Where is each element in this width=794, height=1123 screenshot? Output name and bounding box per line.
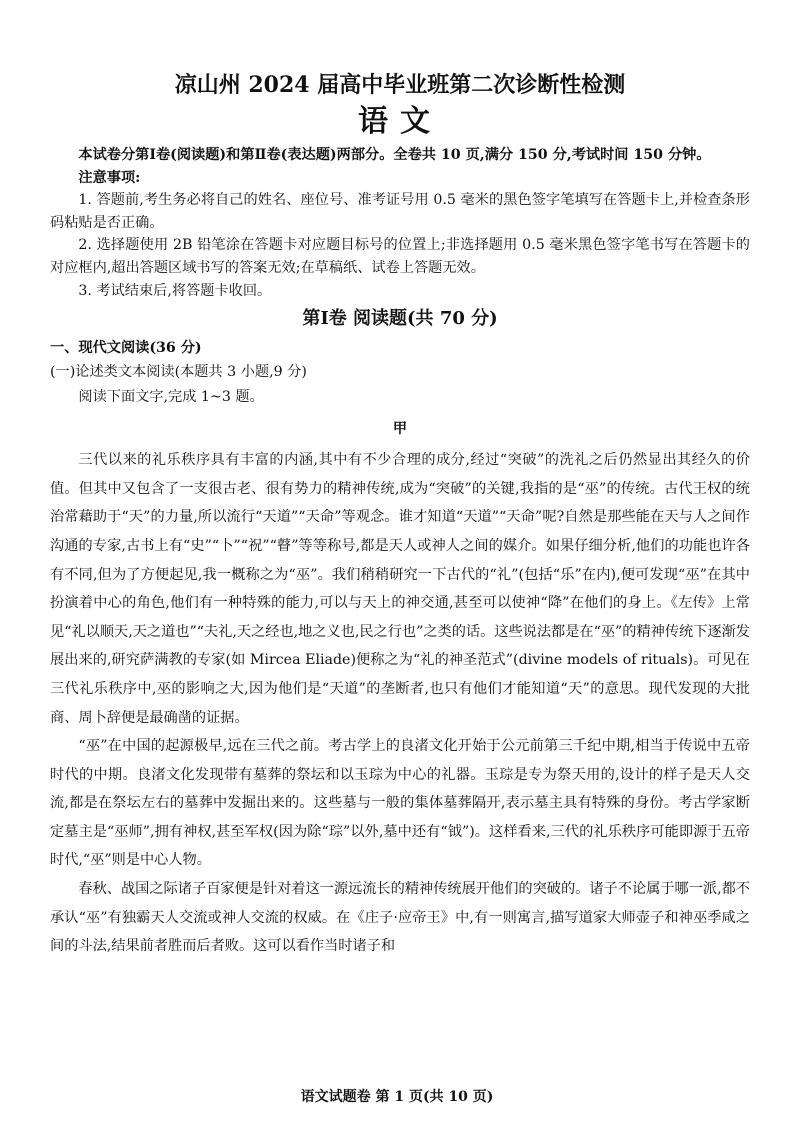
passage-paragraph: 三代以来的礼乐秩序具有丰富的内涵,其中有不少合理的成分,经过“突破”的洗礼之后仍然显出其经久的价值。但其中又包含了一支很古老、很有势力的精神传统,成为“突破”的关键,我指的是“巫”的传统。古代王权的统治常藉助于“天”的力量,所以流行“天道”“天命”等观念。谁才知道“天道”“天命”呢?自然是那些能在天与人之间作沟通的专家,古书上有“史”“卜”“祝”“瞽”等等称号,都是天人或神人之间的媒介。如果仔细分析,他们的功能也许各有不同,但为了方便起见,我一概称之为“巫”。我们稍稍研究一下古代的“礼”(包括“乐”在内),便可发现“巫”在其中扮演着中心的角色,他们有一种特殊的能力,可以与天上的神交通,甚至可以使神“降”在他们的身上。《左传》上常见“礼以顺天,天之道也”“夫礼,天之经也,地之义也,民之行也”之类的话。这些说法都是在“巫”的精神传统下逐渐发展出来的,研究萨满教的专家(如 Mircea Eliade)便称之为“礼的神圣范式”(divine models of rituals)。可见在三代礼乐秩序中,巫的影响之大,因为他们是“天道”的垄断者,也只有他们才能知道“天”的意思。现代发现的大批商、周卜辞便是最确凿的证据。: [50, 452, 750, 726]
notes-heading: 注意事项:: [78, 169, 141, 186]
reading-instruction: 阅读下面文字,完成 1~3 题。: [78, 389, 264, 406]
page-footer: 语文试题卷 第 1 页(共 10 页): [300, 1089, 494, 1105]
note-item: 3. 考试结束后,将答题卡收回。: [78, 282, 272, 299]
part-heading: 一、现代文阅读(36 分): [50, 340, 202, 357]
exam-intro: 本试卷分第Ⅰ卷(阅读题)和第Ⅱ卷(表达题)两部分。全卷共 10 页,满分 150 分,考试时间 150 分钟。: [78, 147, 711, 163]
section-title: 第Ⅰ卷 阅读题(共 70 分): [302, 308, 498, 330]
exam-page: [50, 70, 750, 961]
note-item: 2. 选择题使用 2B 铅笔涂在答题卡对应题目标号的位置上;非选择题用 0.5 毫米黑色签字笔书写在答题卡的对应框内,超出答题区域书写的答案无效;在草稿纸、试卷上答题无效。: [50, 237, 750, 276]
passage-paragraph: 春秋、战国之际诸子百家便是针对着这一源远流长的精神传统展开他们的突破的。诸子不论属于哪一派,都不承认“巫”有独霸天人交流或神人交流的权威。在《庄子·应帝王》中,有一则寓言,描写道家大师壶子和神巫季咸之间的斗法,结果前者胜而后者败。这可以看作当时诸子和: [50, 881, 750, 955]
passage-label: 甲: [392, 421, 408, 438]
passage-paragraph: “巫”在中国的起源极早,远在三代之前。考古学上的良渚文化开始于公元前第三千纪中期,相当于传说中五帝时代的中期。良渚文化发现带有墓葬的祭坛和以玉琮为中心的礼器。玉琮是专为祭天用的,设计的样子是天人交流,都是在祭坛左右的墓葬中发掘出来的。这些墓与一般的集体墓葬隔开,表示墓主具有特殊的身份。考古学家断定墓主是“巫师”,拥有神权,甚至军权(因为除“琮”以外,墓中还有“钺”)。这样看来,三代的礼乐秩序可能即源于五帝时代,“巫”则是中心人物。: [50, 738, 750, 869]
exam-title: 凉山州 2024 届高中毕业班第二次诊断性检测: [174, 72, 626, 98]
subpart-heading: (一)论述类文本阅读(本题共 3 小题,9 分): [50, 364, 307, 381]
note-item: 1. 答题前,考生务必将自己的姓名、座位号、准考证号用 0.5 毫米的黑色签字笔填写在答题卡上,并检查条形码粘贴是否正确。: [50, 192, 750, 231]
subject-title: 语文: [358, 104, 442, 139]
